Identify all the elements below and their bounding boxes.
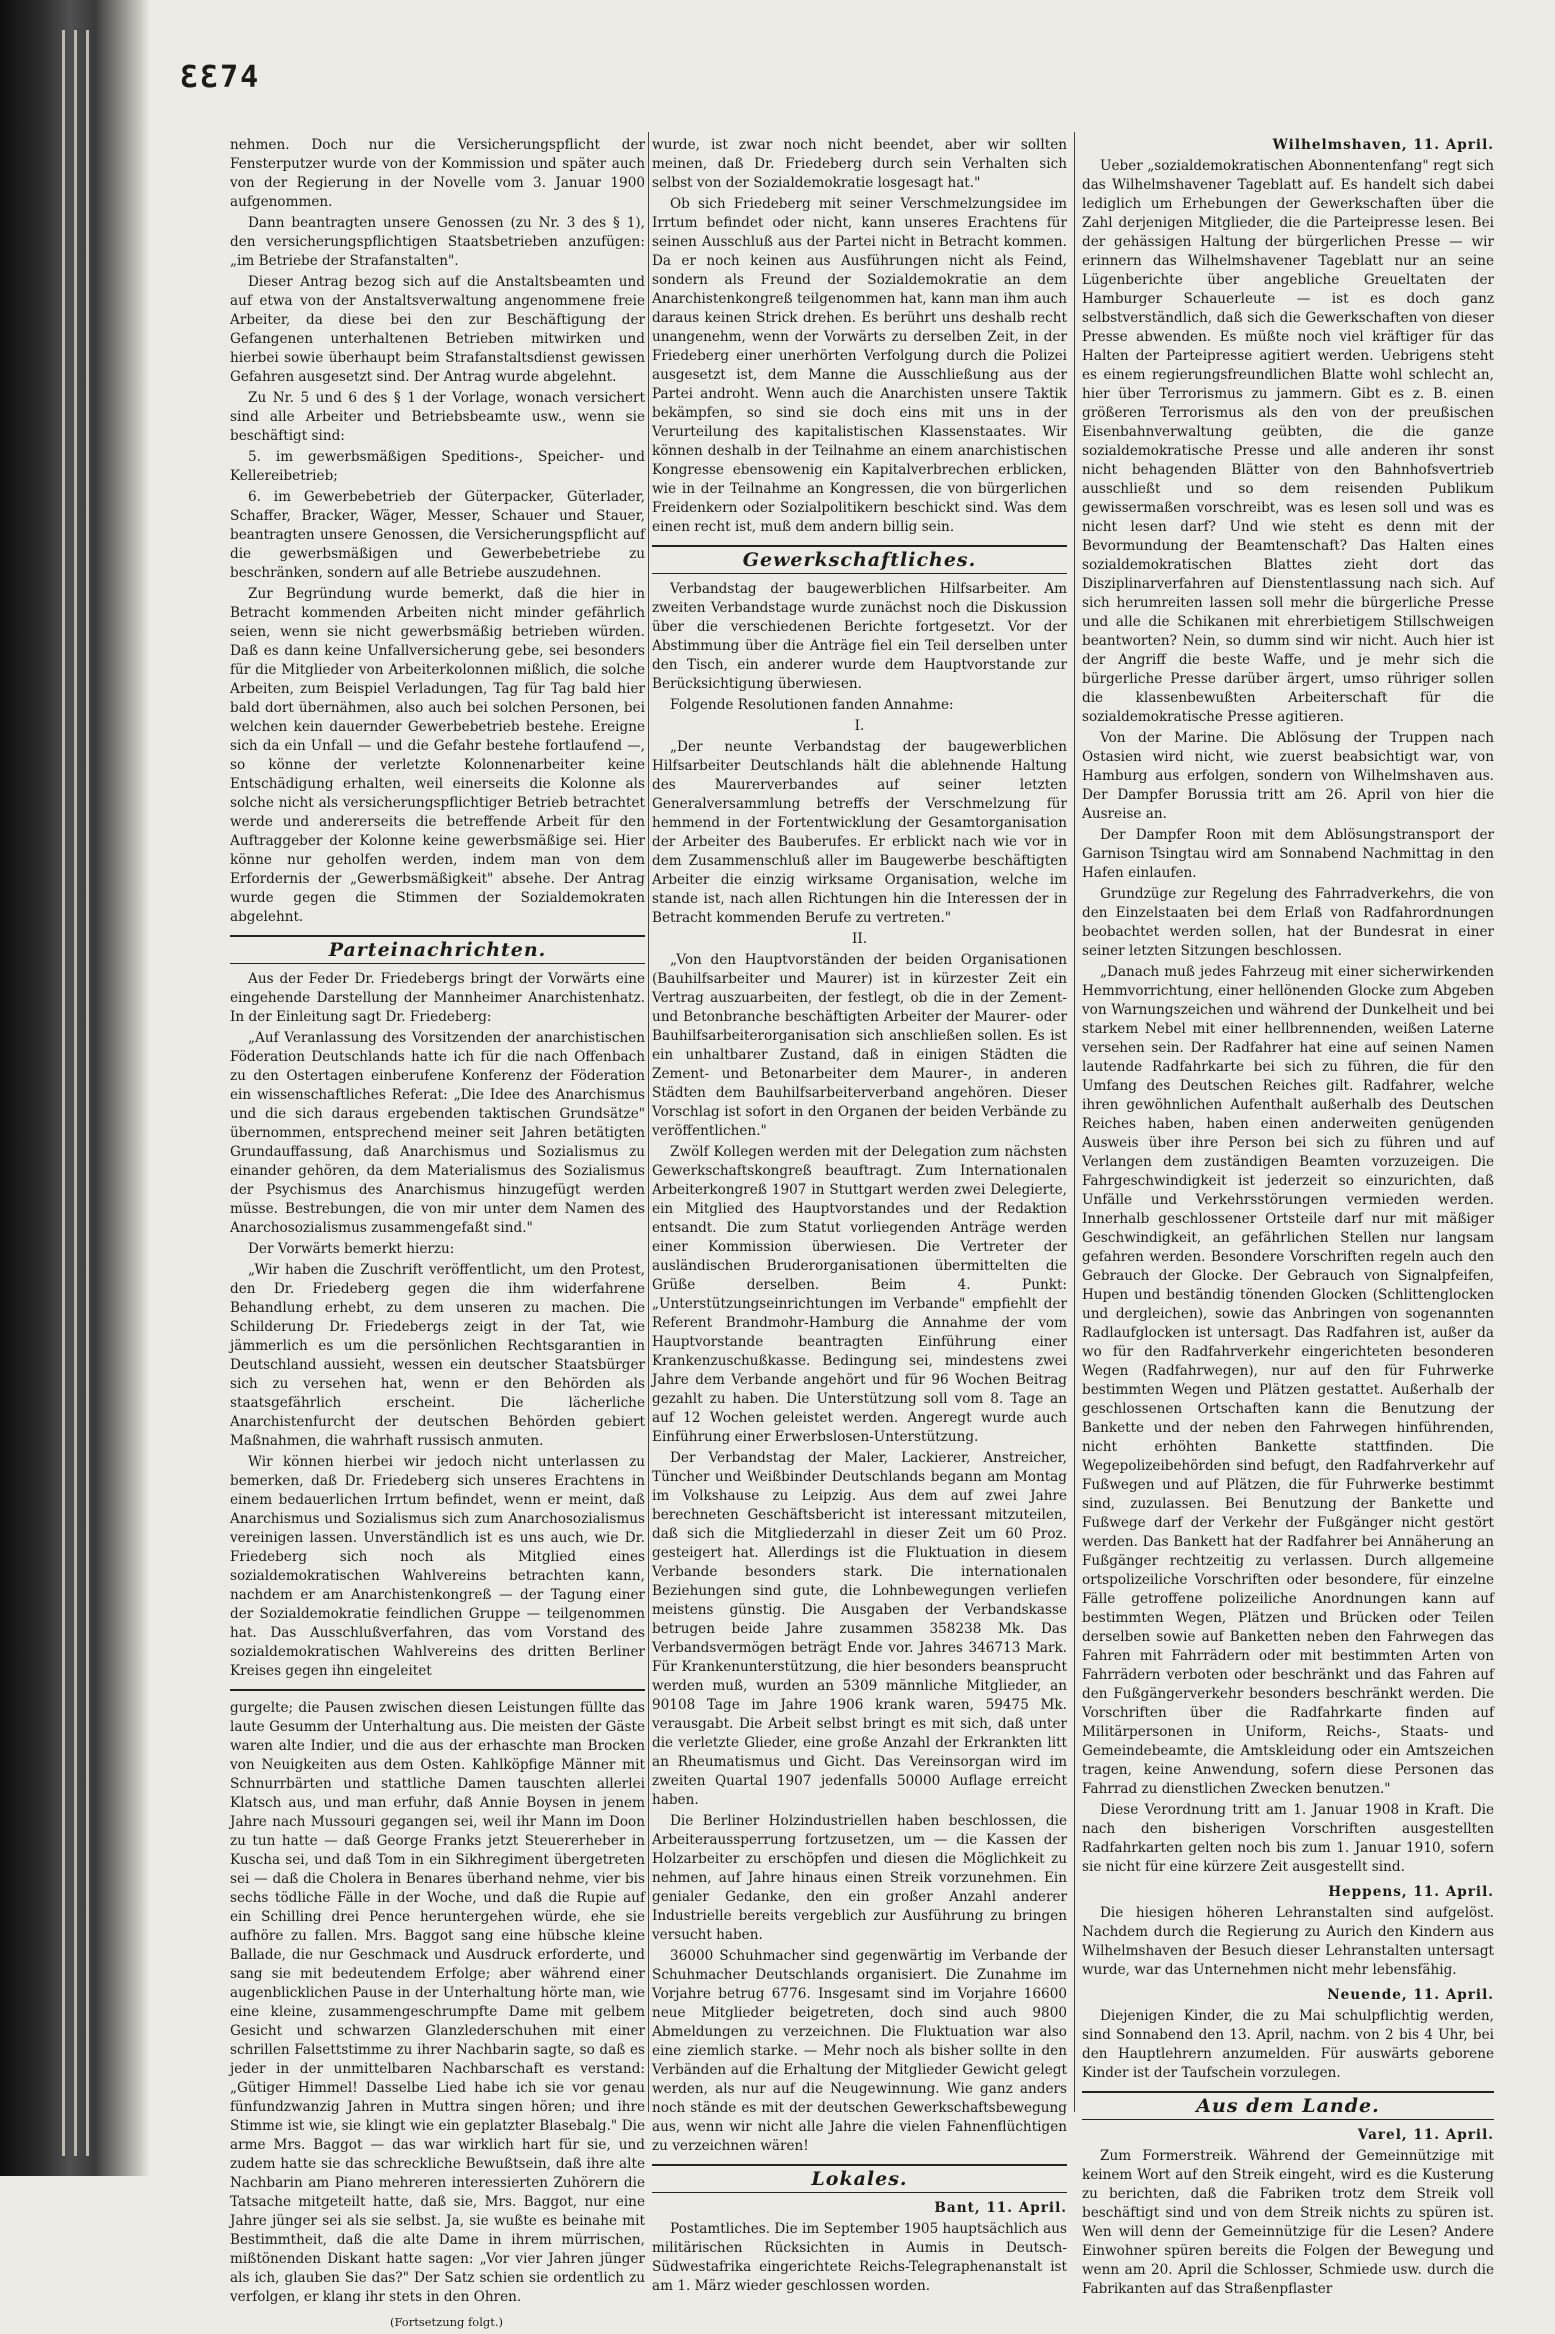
paragraph: Zu Nr. 5 und 6 des § 1 der Vorlage, wonach versichert sind alle Arbeiter und Betriebsbeamte usw., wenn sie beschäftigt sind: [230, 390, 645, 444]
paragraph: 5. im gewerbsmäßigen Speditions-, Speicher- und Kellereibetrieb; [230, 449, 645, 484]
column-rule-1 [648, 132, 649, 2112]
dateline: Neuende, 11. April. [1327, 1987, 1494, 2003]
paragraph: nehmen. Doch nur die Versicherungspflicht der Fensterputzer wurde von der Kommission und später auch von der Regierung in der Novelle vom 3. Januar 1900 aufgenommen. [230, 137, 645, 210]
paragraph: Der Verbandstag der Maler, Lackierer, Anstreicher, Tüncher und Weißbinder Deutschlands begann am Montag im Volkshause zu Leipzig. Aus dem auf zwei Jahre berechneten Geschäftsbericht ist interessant mitzuteilen, daß sich die Mitgliederzahl in dieser Zeit um 60 Proz. gesteigert hat. Allerdings ist die Fluktuation in diesem Verbande besonders stark. Die internationalen Beziehungen sind gute, die Lohnbewegungen verliefen meistens günstig. Die Ausgaben der Verbandskasse betrugen beide Jahre zusammen 358238 Mk. Das Verbandsvermögen beträgt Ende vor. Jahres 346713 Mark. Für Krankenunterstützung, die hier besonders beansprucht werden muß, wurden an 5309 männliche Mitglieder, an 90108 Tage im Jahre 1906 krank waren, 59475 Mk. verausgabt. Die Arbeit selbst bringt es mit sich, daß unter die verletzte Glieder, eine große Anzahl der Erkrankten litt an Rheumatismus und Gicht. Das Vereinsorgan wird im zweiten Quartal 1907 jedenfalls 50000 Auflage erreicht haben. [652, 1450, 1067, 1808]
resolution-number: I. [854, 718, 865, 734]
section-heading-lokales: Lokales. [652, 2164, 1067, 2193]
paragraph: Von der Marine. Die Ablösung der Truppen nach Ostasien wird nicht, wie zuerst beabsichtigt war, von Hamburg aus erfolgen, sondern von Wilhelmshaven aus. Der Dampfer Borussia tritt am 26. April von hier die Ausreise an. [1082, 730, 1494, 822]
section-heading-gewerkschaftliches: Gewerkschaftliches. [652, 545, 1067, 574]
paragraph: „Danach muß jedes Fahrzeug mit einer sicherwirkenden Hemmvorrichtung, einer hellönenden Glocke zum Abgeben von Warnungszeichen und während der Dunkelheit und bei starkem Nebel mit einer hellbrennenden, weißen Laterne versehen sein. Der Radfahrer hat eine auf seinen Namen lautende Radfahrkarte bei sich zu führen, die für den Umfang des Deutschen Reiches gilt. Radfahrer, welche ihren gewöhnlichen Aufenthalt außerhalb des Deutschen Reiches haben, haben einen anderweiten genügenden Ausweis über ihre Person bei sich zu führen und auf Verlangen dem zuständigen Beamten vorzuzeigen. Die Fahrgeschwindigkeit ist jederzeit so einzurichten, daß Unfälle und Verkehrsstörungen vermieden werden. Innerhalb geschlossener Ortsteile darf nur mit mäßiger Geschwindigkeit, an gefährlichen Stellen nur langsam gefahren werden. Besondere Vorschriften regeln auch den Gebrauch der Glocke. Der Gebrauch von Signalpfeifen, Hupen und beständig tönenden Glocken (Schlittenglocken und dergleichen), sowie das Anbringen von sogenannten Radlaufglocken ist untersagt. Das Radfahren ist, außer da wo für den Radfahrverkehr eingerichteten besonderen Wegen (Radfahrwegen), nur auf den für Fuhrwerke bestimmten Wegen und Plätzen gestattet. Außerhalb der geschlossenen Ortschaften kann die Benutzung der Bankette und der neben den Fahrwegen hinführenden, nicht erhöhten Bankette stattfinden. Die Wegepolizeibehörden sind befugt, den Radfahrverkehr auf Fußwegen und auf Plätzen, die für Fuhrwerke bestimmt sind, zuzulassen. Bei Benutzung der Bankette und Fußwege darf der Verkehr der Fußgänger nicht gestört werden. Das Bankett hat der Radfahrer bei Annäherung an Fußgänger rechtzeitig zu verlassen. Durch allgemeine ortspolizeiliche Vorschriften oder besondere, für einzelne Fälle getroffene polizeiliche Anordnungen kann auf bestimmten Wegen, Plätzen und Brücken oder Teilen derselben sowie auf Banketten neben den Fahrwegen das Fahren mit Fahrrädern oder mit bestimmten Arten von Fahrrädern verboten oder beschränkt und das Fahren auf den Fußgängerverkehr besonders beschränkt werden. Die Vorschriften über die Radfahrkarte finden auf Militärpersonen in Uniform, Reichs-, Staats- und Gemeindebeamte, die Amtskleidung oder ein Amtszeichen tragen, keine Anwendung, sofern diese Personen das Fahrrad zu dienstlichen Zwecken benutzen." [1082, 964, 1494, 1797]
paragraph: 6. im Gewerbebetrieb der Güterpacker, Güterlader, Schaffer, Bracker, Wäger, Messer, Schauer und Stauer, beantragten unsere Genossen, die Versicherungspflicht auf die gewerbsmäßigen und Gewerbebetriebe zu beschränken, sondern auf alle Betriebe auszudehnen. [230, 489, 645, 581]
dateline: Wilhelmshaven, 11. April. [1272, 137, 1494, 153]
paragraph: wurde, ist zwar noch nicht beendet, aber wir sollten meinen, daß Dr. Friedeberg durch sein Verhalten sich selbst von der Sozialdemokratie losgesagt hat." [652, 137, 1067, 191]
paragraph: „Wir haben die Zuschrift veröffentlicht, um den Protest, den Dr. Friedeberg gegen die ihm widerfahrene Behandlung erhebt, zu dem unseren zu machen. Die Schilderung Dr. Friedebergs zeigt in der Tat, wie jämmerlich es um die persönlichen Rechtsgarantien in Deutschland aussieht, wessen ein deutscher Staatsbürger sich zu versehen hat, wenn er den Behörden als staatsgefährlich erscheint. Die lächerliche Anarchistenfurcht der deutschen Behörden gebiert Maßnahmen, die wahrhaft russisch anmuten. [230, 1262, 645, 1449]
paragraph: Die hiesigen höheren Lehranstalten sind aufgelöst. Nachdem durch die Regierung zu Aurich den Kindern aus Wilhelmshaven der Besuch dieser Lehranstalten untersagt wurde, war das Unternehmen nicht mehr lebensfähig. [1082, 1905, 1494, 1978]
book-binding-edge [0, 0, 150, 2176]
continued-note: (Fortsetzung folgt.) [389, 2315, 504, 2329]
paragraph: Diejenigen Kinder, die zu Mai schulpflichtig werden, sind Sonnabend den 13. April, nachm. von 2 bis 4 Uhr, bei den Hauptlehrern anzumelden. Für auswärts geborene Kinder ist der Taufschein vorzulegen. [1082, 2008, 1494, 2081]
dateline: Heppens, 11. April. [1328, 1884, 1494, 1900]
paragraph: Folgende Resolutionen fanden Annahme: [670, 697, 954, 713]
column-right [1082, 136, 1494, 2301]
column-left [230, 136, 645, 2334]
section-heading-aus-dem-lande: Aus dem Lande. [1082, 2091, 1494, 2120]
newspaper-page [160, 40, 1545, 2329]
paragraph: 36000 Schuhmacher sind gegenwärtig im Verbande der Schuhmacher Deutschlands organisiert. Die Zunahme im Vorjahre betrug 6776. Insgesamt sind im Vorjahre 16600 neue Mitglieder beigetreten, doch sind auch 9800 Abmeldungen zu verzeichnen. Die Fluktuation war also eine ziemlich starke. — Mehr noch als bisher sollte in den Verbänden auf die Erhaltung der Mitglieder Gewicht gelegt werden, als nur auf die Neugewinnung. Wie ganz anders noch stände es mit der deutschen Gewerkschaftsbewegung aus, wenn wir nicht alle Jahre die vielen Fahnenflüchtigen zu verzeichnen wären! [652, 1948, 1067, 2154]
feuilleton-text: gurgelte; die Pausen zwischen diesen Leistungen füllte das laute Gesumm der Unterhaltung aus. Die meisten der Gäste waren alte Indier, und die aus der erhaschte man Brocken von Neuigkeiten aus dem Osten. Kahlköpfige Männer mit Schnurrbärten und stattliche Damen tauschten allerlei Klatsch aus, und man erfuhr, daß Annie Boysen in jenem Jahre nach Mussouri gegangen sei, weil ihr Mann im Doon zu tun hatte — daß George Franks jetzt Steuererheber in Kuscha sei, und daß Tom in ein Sikhregiment übergetreten sei — daß die Cholera in Benares überhand nehme, vier bis sechs tödliche Fälle in der Woche, und daß die Rupie auf ein Schilling drei Pence heruntergehen würde, ehe sie aufhöre zu fallen. Mrs. Baggot sang eine hübsche kleine Ballade, die nur Geschmack und Ausdruck erforderte, und sang sie mit bedeutendem Erfolge; aber während einer augenblicklichen Pause in der Unterhaltung hörte man, wie eine kleine, zusammengeschrumpfte Dame mit gelbem Gesicht und schwarzen Glanzlederschuhen mit einer schrillen Falsettstimme zu ihrer Nachbarin sagte, so daß es jeder in der unmittelbaren Nachbarschaft es verstand: „Gütiger Himmel! Dasselbe Lied habe ich sie vor genau fünfundzwanzig Jahren in Muttra singen hören; und ihre Stimme ist wie, sie klingt wie ein geplatzter Blasebalg." Die arme Mrs. Baggot — das war wirklich hart für sie, und zudem hatte sie das schreckliche Bewußtsein, daß ihre alte Nachbarin am Piano mehreren interessierten Zuhörern die Tatsache mitgeteilt hatte, daß sie, Mrs. Baggot, nur eine Jahre jünger sei als sie selbst. Ja, sie wußte es beinahe mit Bestimmtheit, daß die alte Dame in ihrem mürrischen, mißtönenden Diskant hatte sagen: „Vor vier Jahren jünger als ich, glauben Sie das?" Der Satz schien sie ordentlich zu verfolgen, er klang ihr stets in den Ohren. [230, 1700, 645, 2305]
section-heading-parteinachrichten: Parteinachrichten. [230, 935, 645, 964]
paragraph: „Auf Veranlassung des Vorsitzenden der anarchistischen Föderation Deutschlands hatte ich für die nach Offenbach zu den Ostertagen einberufene Konferenz der Föderation ein wissenschaftliches Referat: „Die Idee des Anarchismus und die sich daraus ergebenden taktischen Grundsätze" übernommen, entsprechend meiner seit Jahren betätigten Grundauffassung, daß Anarchismus und Sozialismus zu einander gehören, da dem Materialismus des Sozialismus der Psychismus des Anarchismus hinzugefügt werden müsse. Bestrebungen, die von mir unter dem Namen des Anarchosozialismus zusammengefaßt sind." [230, 1030, 645, 1236]
paragraph: Zum Formerstreik. Während der Gemeinnützige mit keinem Wort auf den Streik eingeht, wird es die Kusterung zu berichten, daß die Fabriken trotz dem Streik voll beschäftigt sind und von dem Streik nichts zu spüren ist. Wen will denn der Gemeinnützige für die Lesen? Andere Einwohner spüren bereits die Folgen der Bewegung und wenn am 20. April die Schlosser, Schmiede usw. durch die Fabrikanten auf das Straßenpflaster [1082, 2148, 1494, 2297]
paragraph: „Der neunte Verbandstag der baugewerblichen Hilfsarbeiter Deutschlands hält die ablehnende Haltung des Maurerverbandes auf seiner letzten Generalversammlung betreffs der Verschmelzung für hemmend in der Fortentwicklung der Gesamtorganisation der Arbeiter des Bauberufes. Er erblickt nach wie vor in dem Zusammenschluß aller im Baugewerbe beschäftigten Arbeiter die einzig wirksame Organisation, welche im stande ist, nach allen Richtungen hin die Interessen der in Betracht kommenden Berufe zu vertreten." [652, 739, 1067, 926]
paragraph: Wir können hierbei wir jedoch nicht unterlassen zu bemerken, daß Dr. Friedeberg sich unseres Erachtens in einem bedauerlichen Irrtum befindet, wenn er meint, daß Anarchismus und Sozialismus sich zum Anarchosozialismus vereinigen lassen. Unverständlich ist es uns auch, wie Dr. Friedeberg sich noch als Mitglied eines sozialdemokratischen Wahlvereins betrachten kann, nachdem er am Anarchistenkongreß — der Tagung einer der Sozialdemokratie feindlichen Gruppe — teilgenommen hat. Das Ausschlußverfahren, das vom Vorstand des sozialdemokratischen Wahlvereins des dritten Berliner Kreises gegen ihn eingeleitet [230, 1454, 645, 1679]
paragraph: Zwölf Kollegen werden mit der Delegation zum nächsten Gewerkschaftskongreß beauftragt. Zum Internationalen Arbeiterkongreß 1907 in Stuttgart werden zwei Delegierte, ein Mitglied des Hauptvorstandes und der Redaktion entsandt. Die zum Statut vorliegenden Anträge werden einer Kommission überwiesen. Die Vertreter der ausländischen Bruderorganisationen übermittelten die Grüße derselben. Beim 4. Punkt: „Unterstützungseinrichtungen im Verbande" empfiehlt der Referent Brandmohr-Hamburg die Annahme der vom Hauptvorstande beantragten Einführung einer Krankenzuschußkasse. Bedingung sei, mindestens zwei Jahre dem Verbande angehört und für 96 Wochen Beitrag gezahlt zu haben. Die Unterstützung soll vom 8. Tage an auf 12 Wochen geleistet werden. Angeregt wurde auch Einführung einer Erwerbslosen-Unterstützung. [652, 1144, 1067, 1445]
paragraph: Aus der Feder Dr. Friedebergs bringt der Vorwärts eine eingehende Darstellung der Mannheimer Anarchistenhatz. In der Einleitung sagt Dr. Friedeberg: [230, 971, 645, 1025]
dateline: Bant, 11. April. [934, 2200, 1067, 2216]
paragraph: Ob sich Friedeberg mit seiner Verschmelzungsidee im Irrtum befindet oder nicht, kann unseres Erachtens für seinen Ausschluß aus der Partei nicht in Betracht kommen. Da er noch keinen aus Ausführungen nicht als Feind, sondern als Freund der Sozialdemokratie an dem Anarchistenkongreß teilgenommen hat, kann man ihm auch daraus keinen Strick drehen. Es berührt uns deshalb recht unangenehm, wenn der Vorwärts zu derselben Zeit, in der Friedeberg einer unerhörten Verfolgung durch die Polizei ausgesetzt ist, dem Manne die Ausschließung aus der Partei androht. Wenn auch die Anarchisten unsere Taktik bekämpfen, so sind sie doch eins mit uns in der Verurteilung des kapitalistischen Klassenstaates. Wir können deshalb in der Teilnahme an einem anarchistischen Kongresse ebensowenig ein Kapitalverbrechen erblicken, wie in der Teilnahme an Kongressen, die von bürgerlichen Freidenkern oder Sozialpolitikern beschickt sind. Was dem einen recht ist, muß dem andern billig sein. [652, 196, 1067, 535]
paragraph: Die Berliner Holzindustriellen haben beschlossen, die Arbeiteraussperrung fortzusetzen, um — die Kassen der Holzarbeiter zu erschöpfen und diesen die Möglichkeit zu nehmen, auf Jahre hinaus einen Streik vorzunehmen. Ein genialer Gedanke, den ein großer Anzahl anderer Industrielle bereits vergeblich zur Ausführung zu bringen versucht haben. [652, 1813, 1067, 1943]
feuilleton-divider [230, 1689, 645, 1691]
paragraph: Zur Begründung wurde bemerkt, daß die hier in Betracht kommenden Arbeiten nicht minder gefährlich seien, wenn sie nicht gewerbsmäßig betrieben würden. Daß es dann keine Unfallversicherung gebe, sei besonders für die Mitglieder von Arbeiterkolonnen mißlich, die solche Arbeiten, zum Beispiel Verladungen, Tag für Tag bald hier bald dort übernähmen, also auch bei solchen Personen, bei welchen kein dauernder Gewerbebetrieb bestehe. Ereigne sich da ein Unfall — und die Gefahr bestehe fortlaufend —, so könne der verletzte Kolonnenarbeiter keine Entschädigung erhalten, weil einerseits die Kolonne als solche nicht als versicherungspflichtiger Betrieb betrachtet werde und andererseits die betreffende Arbeit für den Auftraggeber der Kolonne keine gewerbsmäßige sei. Hier könne nur geholfen werden, indem man von dem Erfordernis der „Gewerbsmäßigkeit" absehe. Der Antrag wurde gegen die Stimmen der Sozialdemokraten abgelehnt. [230, 586, 645, 925]
paragraph: Diese Verordnung tritt am 1. Januar 1908 in Kraft. Die nach den bisherigen Vorschriften ausgestellten Radfahrkarten gelten noch bis zum 1. Januar 1910, sofern sie nicht für eine kürzere Zeit ausgestellt sind. [1082, 1802, 1494, 1875]
resolution-number: II. [851, 931, 868, 947]
paragraph: Grundzüge zur Regelung des Fahrradverkehrs, die von den Einzelstaaten bei dem Erlaß von Radfahrordnungen beobachtet werden sollen, hat der Bundesrat in einer seiner letzten Sitzungen beschlossen. [1082, 886, 1494, 959]
paragraph: Dieser Antrag bezog sich auf die Anstaltsbeamten und auf etwa von der Anstaltsverwaltung angenommene freie Arbeiter, da diese bei den zur Beschäftigung der Gefangenen unterhaltenen Betrieben mitwirken und hierbei sowie überhaupt beim Strafanstaltsdienst gewissen Gefahren ausgesetzt sind. Der Antrag wurde abgelehnt. [230, 274, 645, 385]
column-rule-2 [1074, 132, 1075, 2112]
dateline: Varel, 11. April. [1357, 2127, 1494, 2143]
paragraph: Dann beantragten unsere Genossen (zu Nr. 3 des § 1), den versicherungspflichtigen Staatsbetrieben anzufügen: „im Betriebe der Strafanstalten". [230, 215, 645, 269]
paragraph: Der Dampfer Roon mit dem Ablösungstransport der Garnison Tsingtau wird am Sonnabend Nachmittag in den Hafen einlaufen. [1082, 827, 1494, 881]
column-middle [652, 136, 1067, 2298]
paragraph: Der Vorwärts bemerkt hierzu: [248, 1241, 455, 1257]
paragraph: Ueber „sozialdemokratischen Abonnentenfang" regt sich das Wilhelmshavener Tageblatt auf. Es handelt sich dabei lediglich um Erhebungen der Gewerkschaften über die Zahl derjenigen Mitglieder, die die Parteipresse lesen. Bei der gehässigen Haltung der bürgerlichen Presse — wir erinnern das Wilhelmshavener Tageblatt nur an seine Lügenberichte über angebliche Greueltaten der Hamburger Schauerleute — ist es doch ganz selbstverständlich, daß sich die Gewerkschaften von dieser Presse abwenden. Es müßte noch viel kräftiger für das Halten der Parteipresse agitiert werden. Uebrigens steht es einem regierungsfreundlichen Blatte wohl schlecht an, hier über Terrorismus zu jammern. Gibt es z. B. einen größeren Terrorismus als den von der preußischen Eisenbahnverwaltung geübten, die die ganze sozialdemokratische Presse und alle anderen ihr sonst nicht behagenden Blätter von den Bahnhofsvertrieb ausschließt und so dem reisenden Publikum gewissermaßen vorschreibt, was es lesen soll und was es nicht lesen darf? Und wie steht es denn mit der Bevormundung der Beamtenschaft? Das Halten eines sozialdemokratischen Blattes zieht dort das Disziplinarverfahren auf Dienstentlassung nach sich. Auf sich herumreiten lassen soll mehr die bürgerliche Presse und alle die Schikanen mit ehrerbietigem Stillschweigen beantworten? Nein, so dumm sind wir nicht. Auch hier ist der Angriff die beste Waffe, und je mehr sich die bürgerliche Presse darüber ärgert, umso rühriger sollen die klassenbewußten Arbeiterschaft für die sozialdemokratische Presse agitieren. [1082, 158, 1494, 725]
paragraph: „Von den Hauptvorständen der beiden Organisationen (Bauhilfsarbeiter und Maurer) ist in kürzester Zeit ein Vertrag auszuarbeiten, der festlegt, ob die in der Zement- und Betonbranche beschäftigten Arbeiter der Maurer- oder Bauhilfsarbeiterorganisation sich anschließen sollen. Es ist ein unhaltbarer Zustand, daß in einigen Städten die Zement- und Betonarbeiter dem Maurer-, in anderen Städten dem Bauhilfsarbeiterverband angehören. Dieser Vorschlag ist sofort in den Organen der beiden Verbände zu veröffentlichen." [652, 952, 1067, 1139]
page-number: ƐƐ74 [180, 60, 261, 95]
paragraph: Verbandstag der baugewerblichen Hilfsarbeiter. Am zweiten Verbandstage wurde zunächst noch die Diskussion über die verschiedenen Berichte fortgesetzt. Vor der Abstimmung über die Anträge fiel ein Teil derselben unter den Tisch, ein anderer wurde dem Hauptvorstande zur Berücksichtigung überwiesen. [652, 581, 1067, 692]
paragraph: Postamtliches. Die im September 1905 hauptsächlich aus militärischen Rücksichten in Aumis in Deutsch-Südwestafrika eingerichtete Reichs-Telegraphenanstalt ist am 1. März wieder geschlossen worden. [652, 2221, 1067, 2294]
